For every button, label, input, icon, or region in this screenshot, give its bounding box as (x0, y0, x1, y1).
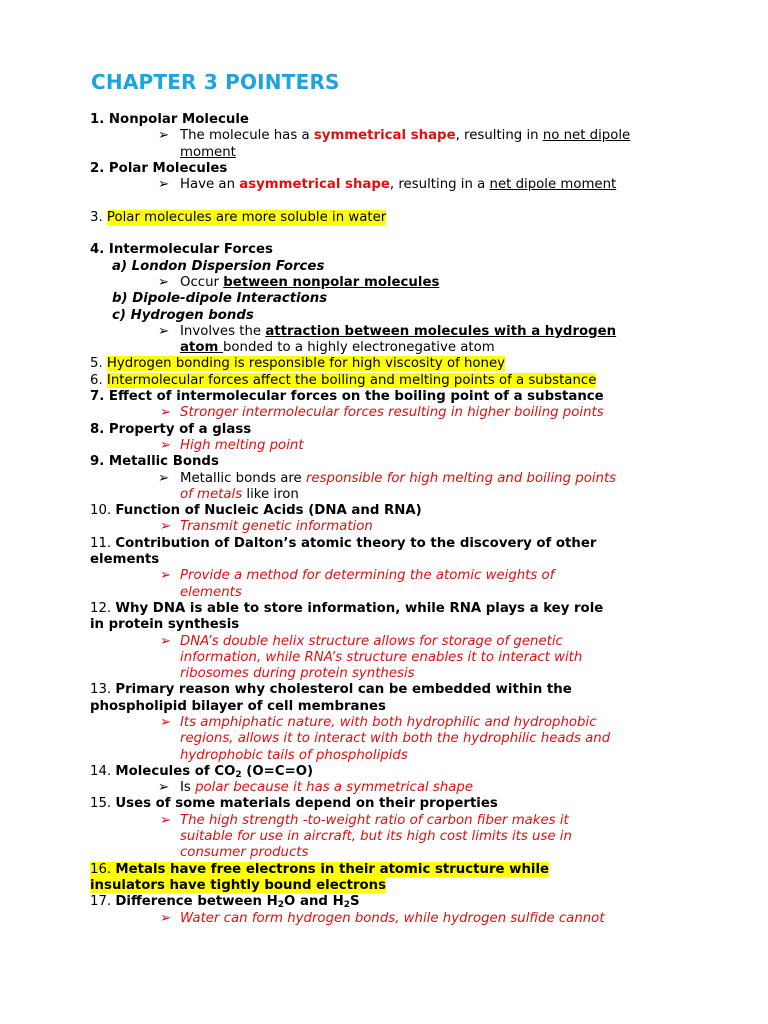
arrow-bullet-icon: ➢ (160, 714, 172, 730)
subscript: 2 (343, 900, 350, 911)
text: , resulting in (455, 128, 543, 144)
highlighted-text: Intermolecular forces affect the boiling and melting points of a substance (106, 372, 597, 388)
pointer-list (90, 112, 680, 927)
arrow-bullet-icon: ➢ (160, 519, 172, 535)
subscript: 2 (235, 769, 242, 780)
item-number: 6. (90, 372, 107, 388)
heading-text: in protein synthesis (90, 617, 240, 633)
arrow-bullet-icon: ➢ (160, 405, 172, 421)
answer-text: of metals (180, 486, 243, 502)
highlighted-text: Metals have free electrons in their atomic structure while (115, 861, 550, 877)
answer-text: Its amphiphatic nature, with both hydrophilic and hydrophobic (180, 714, 597, 730)
heading-text: Function of Nucleic Acids (DNA and RNA) (115, 503, 422, 519)
heading-text: Primary reason why cholesterol can be embedded within the (115, 682, 572, 698)
answer-text: suitable for use in aircraft, but its high cost limits its use in (180, 829, 572, 845)
heading-text: S (349, 894, 360, 910)
item-13-answer (90, 715, 680, 764)
item-4c-heading: c) Hydrogen bonds (112, 307, 254, 323)
highlighted-text: insulators have tightly bound electrons (90, 877, 387, 893)
underlined-text: net dipole moment (489, 177, 617, 193)
answer-text: ribosomes during protein synthesis (180, 666, 415, 682)
item-number: 13. (90, 682, 116, 698)
text: Have an (180, 177, 240, 193)
item-4b-heading: b) Dipole-dipole Interactions (112, 291, 328, 307)
item-2-heading: 2. Polar Molecules (90, 160, 228, 176)
answer-text: regions, allows it to interact with both the hydrophilic heads and (180, 731, 611, 747)
text: like iron (242, 486, 299, 502)
text: , resulting in a (389, 177, 490, 193)
item-8-answer (90, 438, 680, 454)
item-4a-heading: a) London Dispersion Forces (112, 258, 325, 274)
answer-text: Transmit genetic information (180, 519, 373, 535)
item-5 (90, 356, 680, 372)
item-2-bullet (90, 177, 680, 193)
text: The molecule has a (180, 128, 314, 144)
text: bonded to a highly electronegative atom (222, 340, 495, 356)
underlined-text: moment (180, 144, 236, 160)
item-14-heading (90, 764, 680, 780)
item-number: 12. (90, 600, 116, 616)
underlined-text: between nonpolar molecules (223, 274, 440, 290)
arrow-bullet-icon: ➢ (160, 812, 172, 828)
text: Involves the (180, 323, 266, 339)
page-title: CHAPTER 3 POINTERS (91, 70, 340, 94)
item-1-heading: 1. Nonpolar Molecule (90, 112, 249, 127)
item-8-heading: 8. Property of a glass (90, 421, 252, 437)
arrow-bullet-icon: ➢ (158, 177, 170, 193)
heading-text: (O=C=O) (241, 763, 314, 779)
text: Is (180, 780, 196, 796)
answer-text: High melting point (180, 437, 304, 453)
heading-text: Molecules of CO (115, 763, 236, 779)
heading-text: Contribution of Dalton’s atomic theory to the discovery of other (115, 535, 597, 551)
item-number: 10. (90, 503, 116, 519)
subscript: 2 (277, 900, 285, 911)
answer-text: hydrophobic tails of phospholipids (180, 747, 408, 763)
heading-text: elements (90, 552, 160, 568)
item-3 (90, 210, 680, 226)
heading-text: Why DNA is able to store information, while RNA plays a key role (115, 600, 604, 616)
item-number: 5. (90, 356, 107, 372)
highlighted-text: Hydrogen bonding is responsible for high viscosity of honey (106, 356, 506, 372)
arrow-bullet-icon: ➢ (160, 633, 172, 649)
arrow-bullet-icon: ➢ (160, 910, 172, 926)
item-17-heading (90, 894, 680, 910)
heading-text: O and H (284, 894, 344, 910)
answer-text: information, while RNA’s structure enables it to interact with (180, 649, 583, 665)
item-9-bullet (90, 471, 680, 504)
text: Metallic bonds are (180, 470, 306, 486)
item-7-heading: 7. Effect of intermolecular forces on the boiling point of a substance (90, 389, 604, 405)
answer-text: Stronger intermolecular forces resulting in higher boiling points (180, 405, 604, 421)
item-14-bullet (90, 780, 680, 796)
item-6 (90, 373, 680, 389)
item-4a-bullet (90, 275, 680, 291)
item-number: 15. (90, 796, 116, 812)
item-9-heading: 9. Metallic Bonds (90, 454, 219, 470)
answer-text: Provide a method for determining the atomic weights of (180, 568, 555, 584)
item-1-bullet (90, 128, 680, 161)
item-13-heading (90, 682, 680, 715)
item-7-answer (90, 405, 680, 421)
arrow-bullet-icon: ➢ (158, 470, 170, 486)
item-12-answer (90, 634, 680, 683)
item-12-heading (90, 601, 680, 634)
answer-text: responsible for high melting and boiling points (305, 470, 617, 486)
underlined-text: no net dipole (542, 128, 631, 144)
answer-text: DNA’s double helix structure allows for storage of genetic (180, 633, 563, 649)
answer-text: The high strength -to-weight ratio of carbon fiber makes it (180, 812, 569, 828)
arrow-bullet-icon: ➢ (160, 568, 172, 584)
answer-text: Water can form hydrogen bonds, while hydrogen sulfide cannot (180, 910, 605, 926)
arrow-bullet-icon: ➢ (160, 437, 172, 453)
item-11-answer (90, 568, 680, 601)
heading-text: phospholipid bilayer of cell membranes (90, 698, 386, 714)
item-15-answer (90, 813, 680, 862)
item-4-heading: 4. Intermolecular Forces (90, 242, 273, 258)
item-10-answer (90, 519, 680, 535)
highlighted-text: Polar molecules are more soluble in water (106, 209, 387, 225)
text: Occur (180, 274, 224, 290)
item-4c-bullet (90, 324, 680, 357)
emphasis-text: symmetrical shape (313, 128, 456, 144)
underlined-text: atom (180, 340, 223, 356)
answer-text: polar because it has a symmetrical shape (195, 780, 474, 796)
answer-text: consumer products (180, 845, 309, 861)
emphasis-text: asymmetrical shape (239, 177, 390, 193)
arrow-bullet-icon: ➢ (158, 780, 170, 796)
underlined-text: attraction between molecules with a hydrogen (265, 323, 617, 339)
item-15-heading (90, 796, 680, 812)
heading-text: Difference between H (115, 894, 278, 910)
item-number: 17. (90, 894, 116, 910)
arrow-bullet-icon: ➢ (158, 274, 170, 290)
item-11-heading (90, 536, 680, 569)
item-number: 14. (90, 763, 116, 779)
item-number: 16. (90, 861, 116, 877)
item-17-answer (90, 911, 680, 927)
item-10-heading (90, 503, 680, 519)
item-number: 11. (90, 535, 116, 551)
item-16 (90, 862, 680, 895)
item-number: 3. (90, 209, 107, 225)
answer-text: elements (180, 584, 242, 600)
arrow-bullet-icon: ➢ (158, 323, 170, 339)
heading-text: Uses of some materials depend on their properties (115, 796, 498, 812)
arrow-bullet-icon: ➢ (158, 128, 170, 144)
